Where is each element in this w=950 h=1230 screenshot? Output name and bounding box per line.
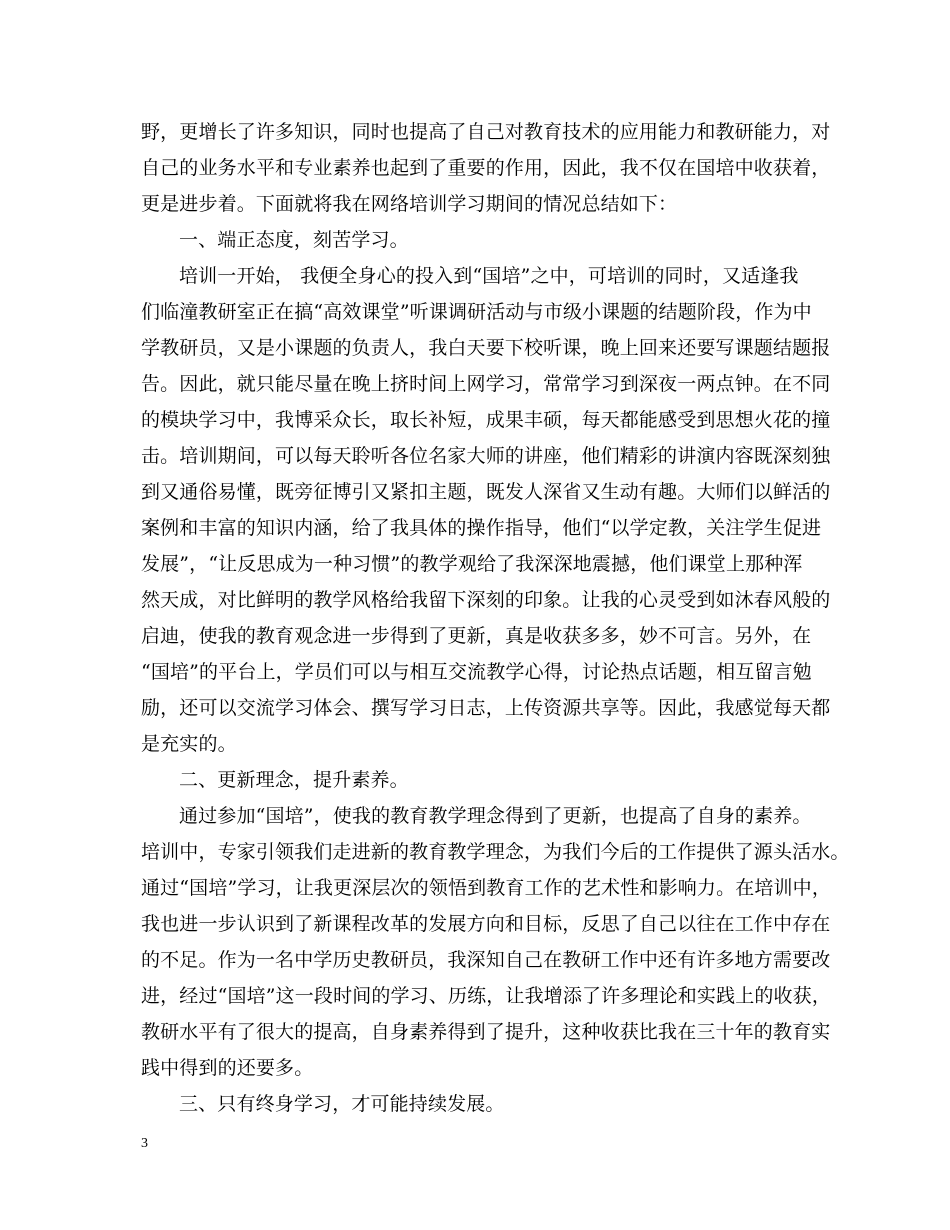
text-line: 践中得到的还要多。 — [141, 1057, 314, 1079]
text-line: 培训一开始， 我便全身心的投入到“国培”之中，可培训的同时，又适逢我 — [179, 265, 799, 287]
text-line: 自己的业务水平和专业素养也起到了重要的作用，因此，我不仅在国培中收获着， — [141, 157, 831, 179]
text-line: 的模块学习中，我博采众长，取长补短，成果丰硕，每天都能感受到思想火花的撞 — [141, 409, 831, 431]
text-line: 二、更新理念，提升素养。 — [179, 769, 409, 791]
text-line: 进，经过“国培”这一段时间的学习、历练，让我增添了许多理论和实践上的收获， — [141, 985, 831, 1007]
text-line: 的不足。作为一名中学历史教研员，我深知自己在教研工作中还有许多地方需要改 — [141, 949, 831, 971]
text-line: 通过参加“国培”，使我的教育教学理念得到了更新，也提高了自身的素养。 — [179, 805, 812, 827]
text-line: 更是进步着。下面就将我在网络培训学习期间的情况总结如下： — [141, 193, 678, 215]
text-line: 击。培训期间，可以每天聆听各位名家大师的讲座，他们精彩的讲演内容既深刻独 — [141, 445, 831, 467]
text-line: 案例和丰富的知识内涵，给了我具体的操作指导，他们“以学定教，关注学生促进 — [141, 517, 822, 539]
text-line: 一、端正态度，刻苦学习。 — [179, 229, 409, 251]
text-line: “国培”的平台上，学员们可以与相互交流教学心得，讨论热点话题，相互留言勉 — [141, 661, 812, 683]
page-number: 3 — [141, 1136, 148, 1151]
text-line: 野，更增长了许多知识，同时也提高了自己对教育技术的应用能力和教研能力，对 — [141, 121, 831, 143]
text-line: 们临潼教研室正在搞“高效课堂”听课调研活动与市级小课题的结题阶段，作为中 — [141, 301, 812, 323]
text-line: 励，还可以交流学习体会、撰写学习日志，上传资源共享等。因此，我感觉每天都 — [141, 697, 831, 719]
text-line: 是充实的。 — [141, 733, 237, 755]
text-line: 我也进一步认识到了新课程改革的发展方向和目标，反思了自己以往在工作中存在 — [141, 913, 831, 935]
text-line: 学教研员，又是小课题的负责人，我白天要下校听课，晚上回来还要写课题结题报 — [141, 337, 831, 359]
text-line: 启迪，使我的教育观念进一步得到了更新，真是收获多多，妙不可言。另外，在 — [141, 625, 812, 647]
text-line: 通过“国培”学习，让我更深层次的领悟到教育工作的艺术性和影响力。在培训中， — [141, 877, 831, 899]
text-line: 培训中，专家引领我们走进新的教育教学理念，为我们今后的工作提供了源头活水。 — [141, 841, 850, 863]
text-line: 教研水平有了很大的提高，自身素养得到了提升，这种收获比我在三十年的教育实 — [141, 1021, 831, 1043]
text-line: 到又通俗易懂，既旁征博引又紧扣主题，既发人深省又生动有趣。大师们以鲜活的 — [141, 481, 831, 503]
text-line: 告。因此，就只能尽量在晚上挤时间上网学习，常常学习到深夜一两点钟。在不同 — [141, 373, 831, 395]
text-line: 然天成，对比鲜明的教学风格给我留下深刻的印象。让我的心灵受到如沐春风般的 — [141, 589, 831, 611]
text-line: 三、只有终身学习，才可能持续发展。 — [179, 1093, 505, 1115]
text-line: 发展”，“让反思成为一种习惯”的教学观给了我深深地震撼，他们课堂上那种浑 — [141, 553, 803, 575]
body-text — [141, 114, 850, 1122]
